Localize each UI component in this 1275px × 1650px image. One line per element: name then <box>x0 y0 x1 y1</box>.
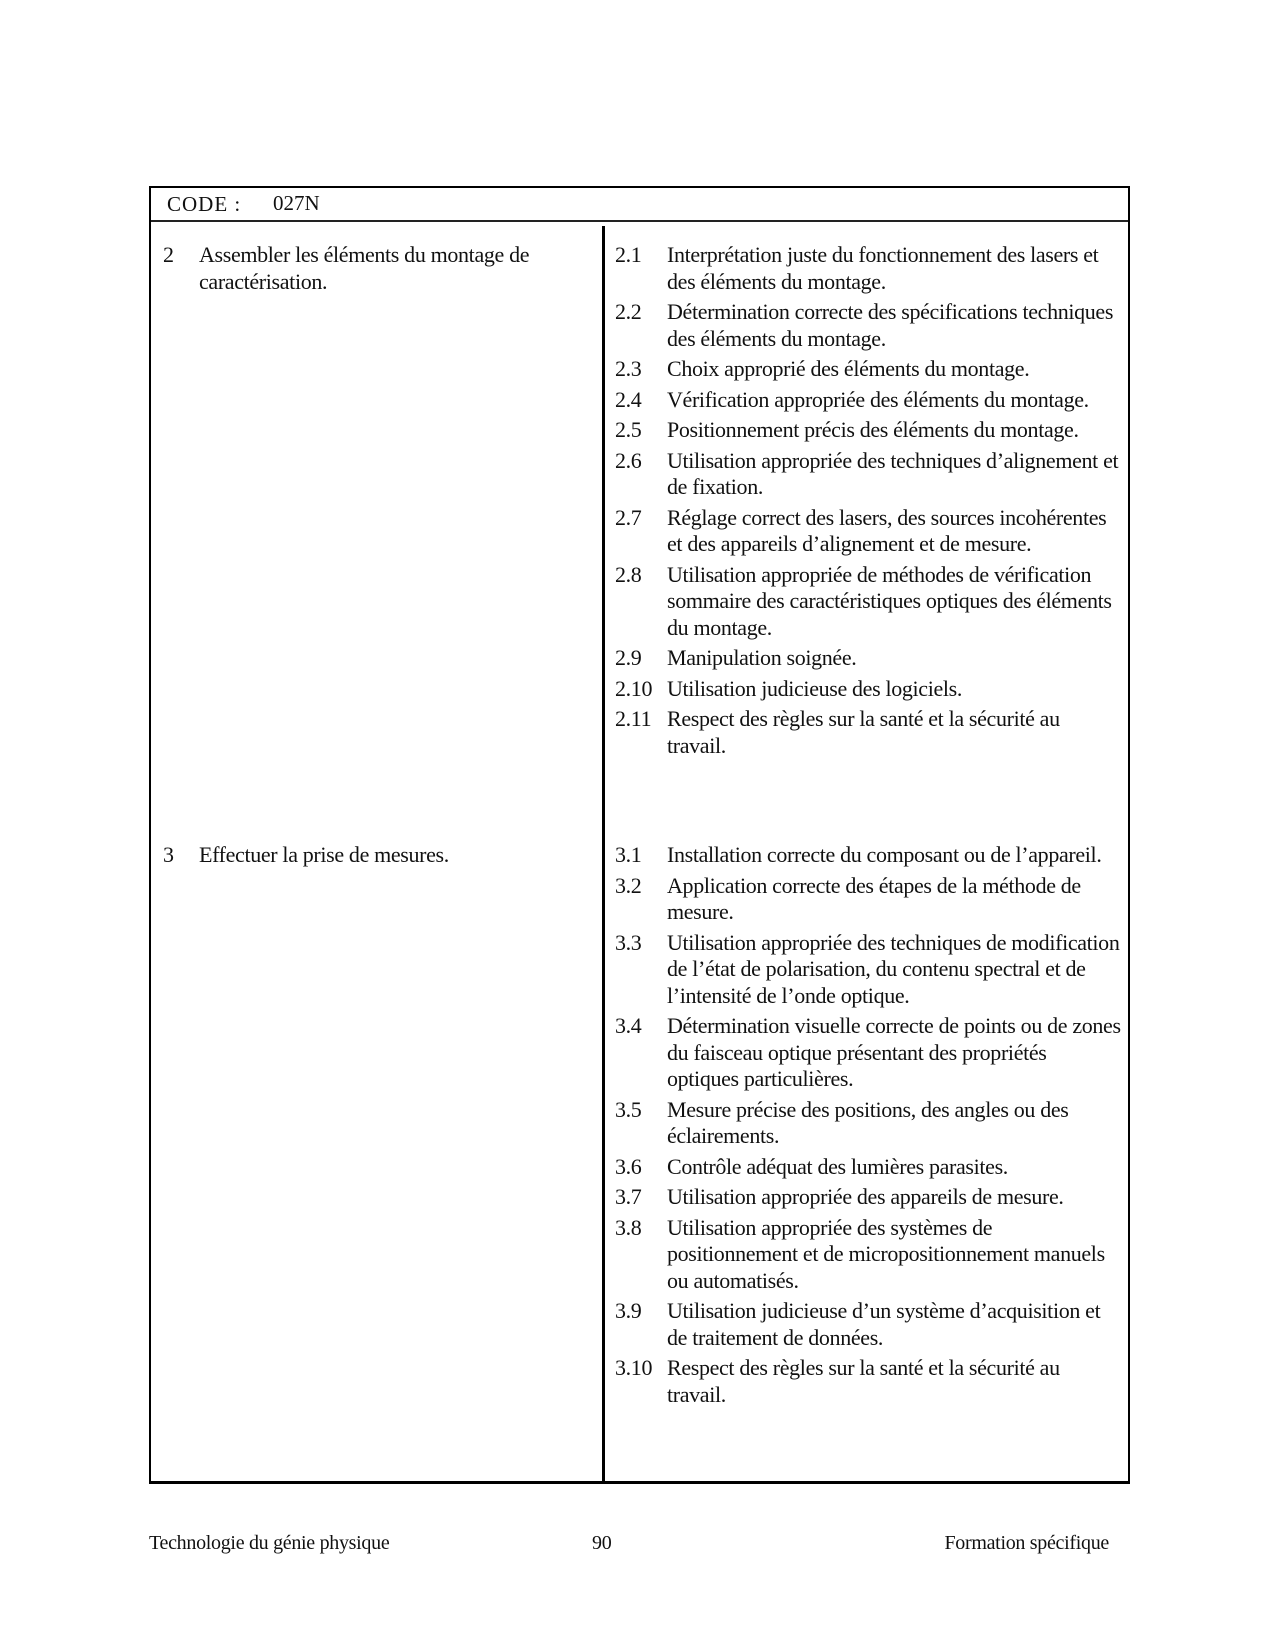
criterion-item <box>615 242 1125 295</box>
criterion-text: Contrôle adéquat des lumières parasites. <box>667 1153 1008 1179</box>
criterion-item <box>615 562 1125 642</box>
criterion-item <box>615 417 1125 444</box>
criterion-item <box>615 676 1125 703</box>
criterion-text: Utilisation appropriée des systèmes de positionnement et de micropositionnement manuels ou automatisés. <box>667 1214 1105 1293</box>
element-text: Effectuer la prise de mesures. <box>199 842 449 867</box>
criterion-text: Utilisation appropriée des appareils de mesure. <box>667 1184 1064 1209</box>
criterion-text: Manipulation soignée. <box>667 645 857 670</box>
table-header <box>151 188 1128 222</box>
criterion-number: 2.5 <box>615 417 642 442</box>
criterion-item <box>615 1298 1125 1351</box>
criterion-text: Utilisation judicieuse d’un système d’acquisition et de traitement de données. <box>667 1298 1101 1350</box>
criterion-text: Détermination visuelle correcte de points ou de zones du faisceau optique présentant des propriétés optiques particulières. <box>667 1013 1121 1091</box>
criterion-item <box>615 1355 1125 1408</box>
criterion-item <box>615 448 1125 501</box>
criterion-number: 2.6 <box>615 447 642 473</box>
criterion-item <box>615 356 1125 383</box>
criterion-text: Mesure précise des positions, des angles ou des éclairements. <box>667 1096 1069 1148</box>
criterion-number: 3.10 <box>615 1355 653 1380</box>
column-divider <box>602 226 605 1481</box>
criterion-item <box>615 1097 1125 1150</box>
criterion-item <box>615 1154 1125 1181</box>
criterion-number: 2.10 <box>615 675 653 701</box>
criterion-number: 3.1 <box>615 842 642 867</box>
criterion-text: Utilisation appropriée des techniques de modification de l’état de polarisation, du contenu spectral et de l’intensité de l’onde optique. <box>667 929 1120 1008</box>
page-number: 90 <box>592 1532 612 1554</box>
criterion-text: Application correcte des étapes de la méthode de mesure. <box>667 872 1081 924</box>
criterion-text: Utilisation appropriée des techniques d’alignement et de fixation. <box>667 447 1119 499</box>
criterion-number: 2.9 <box>615 645 642 670</box>
criterion-number: 3.3 <box>615 929 642 955</box>
criterion-text: Utilisation judicieuse des logiciels. <box>667 675 962 701</box>
criterion-item <box>615 842 1125 869</box>
footer-section-title: Formation spécifique <box>944 1532 1109 1554</box>
criteria-list <box>615 242 1125 763</box>
criterion-item <box>615 645 1125 672</box>
criterion-number: 2.11 <box>615 706 652 731</box>
criterion-number: 2.1 <box>615 242 642 267</box>
criterion-item <box>615 505 1125 558</box>
criterion-item <box>615 299 1125 352</box>
criterion-text: Réglage correct des lasers, des sources incohérentes et des appareils d’alignement et de mesure. <box>667 504 1107 556</box>
criterion-number: 2.2 <box>615 299 642 324</box>
code-value: 027N <box>273 191 320 215</box>
footer-program-title: Technologie du génie physique <box>149 1532 390 1554</box>
criterion-text: Vérification appropriée des éléments du montage. <box>667 386 1089 412</box>
element-number: 3 <box>163 842 174 867</box>
criterion-item <box>615 387 1125 414</box>
criterion-text: Installation correcte du composant ou de l’appareil. <box>667 842 1102 867</box>
element-number: 2 <box>163 242 174 267</box>
element-text: Assembler les éléments du montage de caractérisation. <box>199 242 530 294</box>
criterion-text: Respect des règles sur la santé et la sécurité au travail. <box>667 706 1060 758</box>
criterion-text: Utilisation appropriée de méthodes de vérification sommaire des caractéristiques optiques des éléments du montage. <box>667 561 1112 640</box>
competency-table <box>149 186 1130 1484</box>
criterion-text: Positionnement précis des éléments du montage. <box>667 417 1079 442</box>
criterion-text: Détermination correcte des spécifications techniques des éléments du montage. <box>667 299 1114 351</box>
criteria-list <box>615 842 1125 1412</box>
criterion-item <box>615 706 1125 759</box>
criterion-item <box>615 930 1125 1010</box>
criterion-item <box>615 1013 1125 1093</box>
criterion-number: 2.8 <box>615 561 642 587</box>
criterion-number: 3.6 <box>615 1153 642 1179</box>
criterion-text: Choix approprié des éléments du montage. <box>667 356 1030 381</box>
criterion-number: 2.4 <box>615 386 642 412</box>
criterion-item <box>615 873 1125 926</box>
criterion-number: 3.4 <box>615 1013 642 1038</box>
criterion-number: 2.7 <box>615 504 642 530</box>
criterion-text: Respect des règles sur la santé et la sécurité au travail. <box>667 1355 1060 1407</box>
criterion-number: 2.3 <box>615 356 642 381</box>
criterion-text: Interprétation juste du fonctionnement des lasers et des éléments du montage. <box>667 242 1099 294</box>
criterion-number: 3.8 <box>615 1214 642 1240</box>
criterion-number: 3.2 <box>615 872 642 898</box>
criterion-item <box>615 1184 1125 1211</box>
criterion-number: 3.7 <box>615 1184 642 1209</box>
criterion-number: 3.5 <box>615 1096 642 1122</box>
code-label: CODE : <box>167 192 242 216</box>
page-footer <box>149 1532 1109 1562</box>
criterion-number: 3.9 <box>615 1298 642 1323</box>
criterion-item <box>615 1215 1125 1295</box>
